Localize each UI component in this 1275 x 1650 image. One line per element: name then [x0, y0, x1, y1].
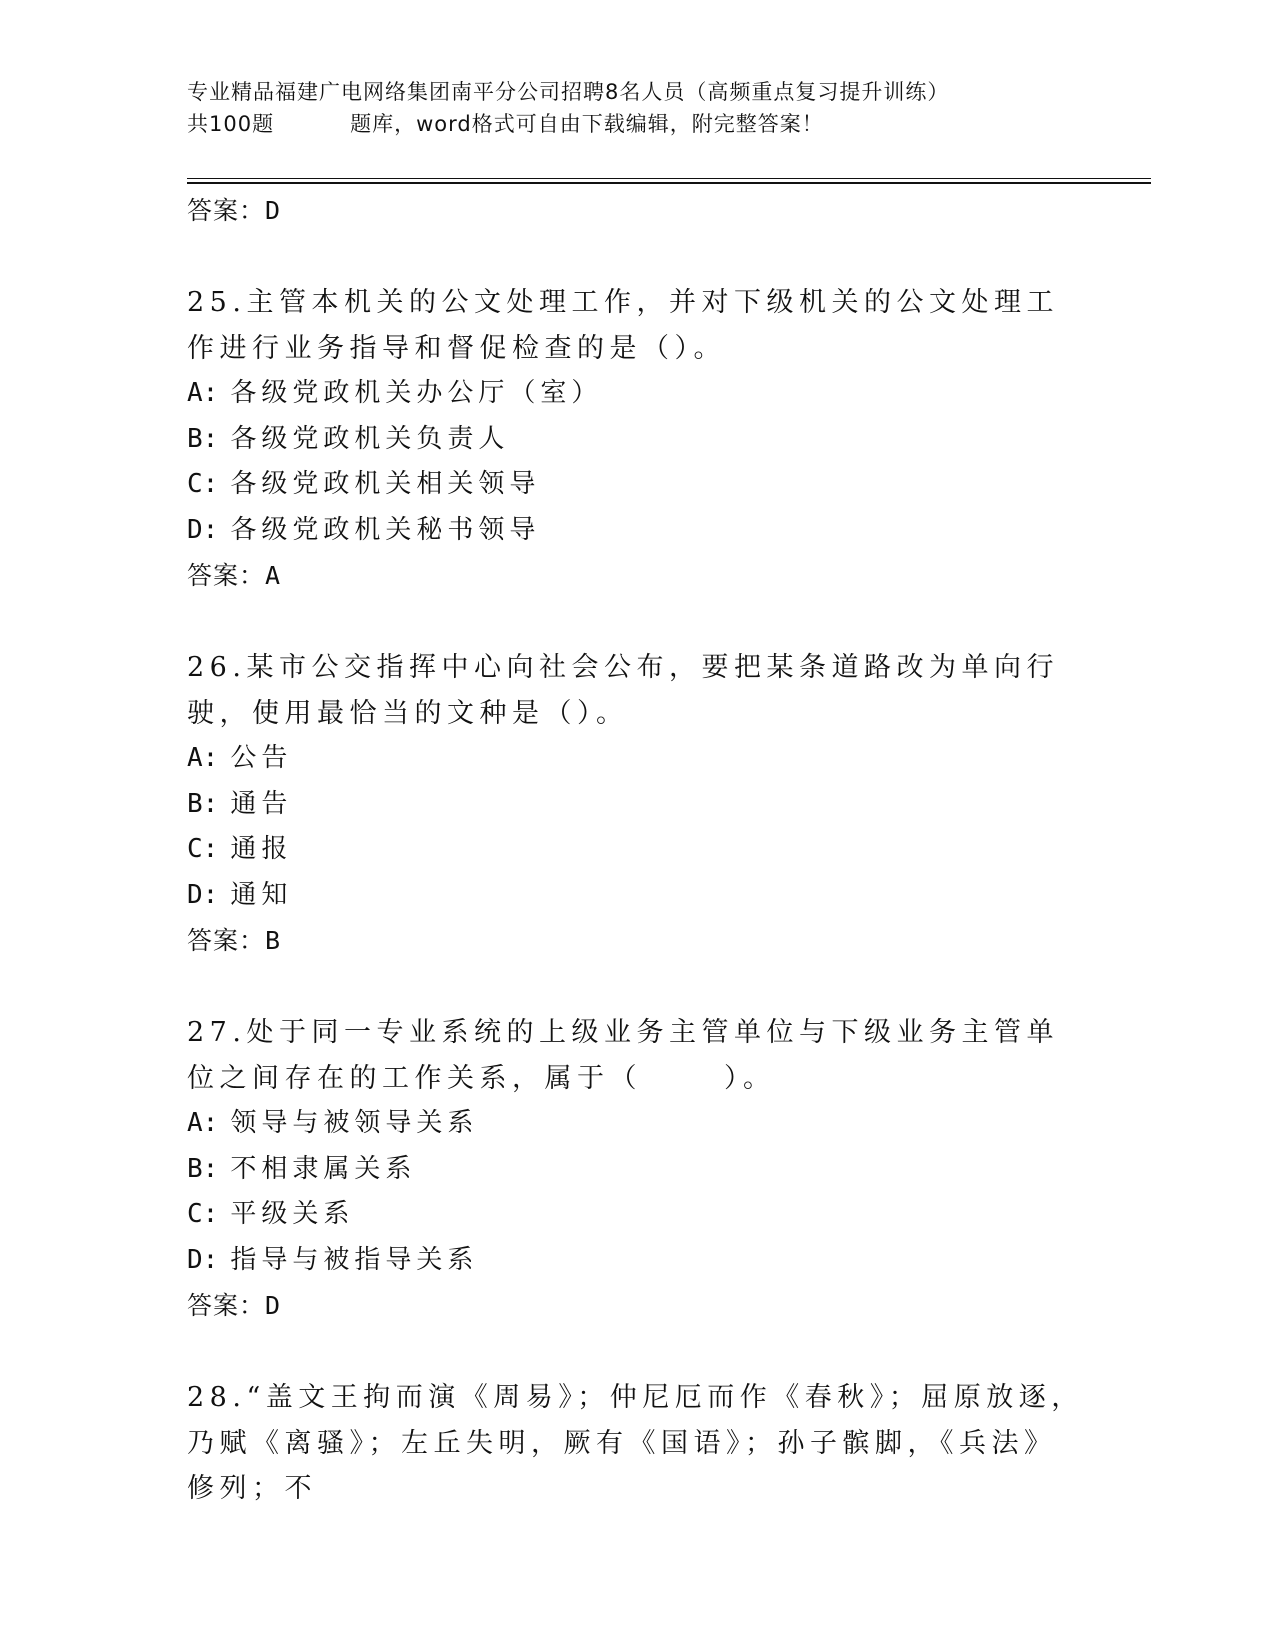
option-text: 通报: [230, 834, 293, 864]
option-key: C:: [187, 469, 219, 499]
option-key: A:: [187, 378, 219, 408]
question-list: [187, 188, 1087, 1512]
option-d: [187, 508, 1087, 554]
option-text: 领导与被领导关系: [230, 1108, 479, 1138]
answer-value: A: [265, 561, 282, 590]
header-title: 专业精品福建广电网络集团南平分公司招聘8名人员（高频重点复习提升训练）: [187, 80, 950, 104]
question-number: 25.: [187, 287, 247, 318]
option-a: [187, 736, 1087, 782]
answer-value: D: [265, 1291, 282, 1320]
answer-label: 答案：: [187, 926, 266, 955]
header-count: 共100题: [187, 112, 275, 136]
question-25: [187, 280, 1087, 599]
option-key: A:: [187, 1108, 219, 1138]
option-a: [187, 1101, 1087, 1147]
question-text: 处于同一专业系统的上级业务主管单位与下级业务主管单位之间存在的工作关系，属于（: [187, 1017, 1059, 1094]
question-answer: [187, 1283, 1087, 1329]
option-text: 公告: [230, 743, 293, 773]
question-number: 27.: [187, 1017, 247, 1048]
question-text: “盖文王拘而演《周易》；仲尼厄而作《春秋》；屈原放逐，乃赋《离骚》；左丘失明，厥有《国语》；孙子髌脚，《兵法》修列；不: [187, 1382, 1084, 1504]
previous-answer: [187, 188, 1087, 234]
page-header: [187, 76, 1087, 140]
question-text: 主管本机关的公文处理工作，并对下级机关的公文处理工作进行业务指导和督促检查的是（）。: [187, 287, 1059, 364]
option-d: [187, 873, 1087, 919]
option-b: [187, 1147, 1087, 1193]
question-27: [187, 1010, 1087, 1329]
answer-value: B: [265, 926, 282, 955]
question-number: 28.: [187, 1382, 247, 1413]
answer-label: 答案：: [187, 1291, 266, 1320]
question-28: [187, 1375, 1087, 1512]
option-text: 指导与被指导关系: [230, 1244, 479, 1275]
option-text: 通知: [230, 879, 293, 910]
header-divider-thin: [187, 178, 1151, 179]
question-answer: [187, 553, 1087, 599]
header-subtitle: [187, 108, 1087, 140]
answer-value: D: [265, 196, 282, 225]
option-key: B:: [187, 423, 219, 454]
question-stem: [187, 280, 1087, 371]
answer-label: 答案：: [187, 196, 266, 225]
option-key: A:: [187, 743, 219, 773]
option-text: 不相隶属关系: [230, 1153, 417, 1184]
question-stem: [187, 1010, 1087, 1101]
header-description: 题库，word格式可自由下载编辑，附完整答案！: [350, 112, 824, 136]
option-text: 各级党政机关办公厅（室）: [230, 378, 603, 408]
option-key: D:: [187, 1244, 219, 1275]
question-stem: [187, 1375, 1087, 1512]
question-number: 26.: [187, 652, 247, 683]
option-text: 各级党政机关相关领导: [230, 469, 541, 499]
header-divider-thick: [187, 182, 1151, 184]
option-text: 各级党政机关秘书领导: [230, 514, 541, 545]
answer-label: 答案：: [187, 561, 266, 590]
question-26: [187, 645, 1087, 964]
option-key: B:: [187, 788, 219, 819]
option-d: [187, 1238, 1087, 1284]
option-key: B:: [187, 1153, 219, 1184]
option-text: 通告: [230, 788, 293, 819]
option-key: C:: [187, 834, 219, 864]
option-c: [187, 1192, 1087, 1238]
option-a: [187, 371, 1087, 417]
question-stem: [187, 645, 1087, 736]
option-c: [187, 827, 1087, 873]
option-key: D:: [187, 879, 219, 910]
option-key: C:: [187, 1199, 219, 1229]
option-text: 各级党政机关负责人: [230, 423, 510, 454]
question-answer: [187, 918, 1087, 964]
option-key: D:: [187, 514, 219, 545]
question-text-end: ）。: [724, 1062, 776, 1094]
option-text: 平级关系: [230, 1199, 355, 1229]
option-b: [187, 782, 1087, 828]
option-c: [187, 462, 1087, 508]
option-b: [187, 417, 1087, 463]
question-text: 某市公交指挥中心向社会公布，要把某条道路改为单向行驶，使用最恰当的文种是（）。: [187, 652, 1059, 729]
